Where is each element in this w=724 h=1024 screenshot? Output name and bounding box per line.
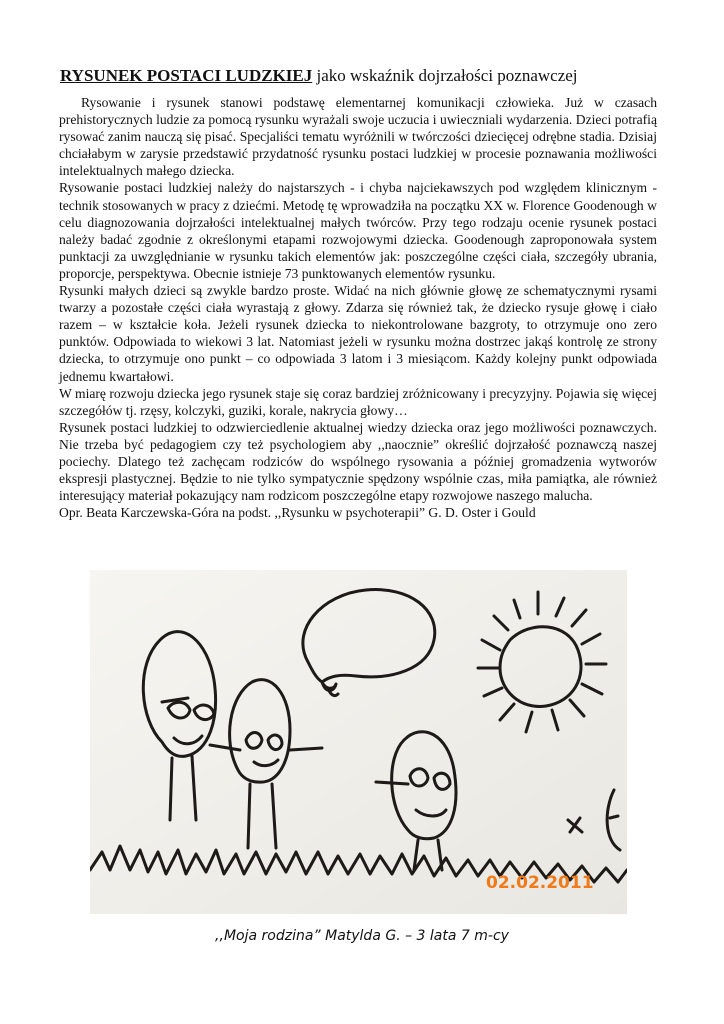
child-drawing-illustration bbox=[90, 570, 627, 914]
photo-caption: ,,Moja rodzina” Matylda G. – 3 lata 7 m-cy bbox=[215, 928, 509, 944]
document-heading bbox=[60, 66, 680, 86]
article-body bbox=[59, 94, 657, 521]
child-drawing-photo bbox=[90, 570, 627, 914]
paragraph-simple-drawings: Rysunki małych dzieci są zwykle bardzo proste. Widać na nich głównie głowę ze schematycznymi rysami twarzy a pozostałe części ciała wyrastają z głowy. Zdarza się również tak, że dziecko rysuje głowę i ciało razem – w kształcie koła. Jeżeli rysunek dziecka to niekontrolowane bazgroty, to otrzymuje ono zero punktów. Odpowiada to wiekowi 3 lat. Natomiast jeżeli w rysunku można dostrzec jakąś kontrolę ze strony dziecka, to otrzymuje ono punkt – co odpowiada 3 latom i 3 miesiącom. Każdy kolejny punkt odpowiada jednemu kwartałowi. bbox=[59, 283, 657, 384]
paragraph-attribution: Opr. Beata Karczewska-Góra na podst. ,,Rysunku w psychoterapii” G. D. Oster i Gould bbox=[59, 505, 536, 521]
heading-rest: jako wskaźnik dojrzałości poznawczej bbox=[312, 66, 578, 85]
paragraph-development: W miarę rozwoju dziecka jego rysunek staje się coraz bardziej zróżnicowany i precyzyjny. Pojawia się więcej szczegółów tj. rzęsy, kolczyki, guziki, korale, nakrycia głowy… bbox=[59, 385, 657, 418]
paragraph-goodenough: Rysowanie postaci ludzkiej należy do najstarszych - i chyba najciekawszych pod względem klinicznym - technik stosowanych w pracy z dziećmi. Metodę tę wprowadziła na początku XX w. Florence Goodenough w celu diagnozowania dojrzałości intelektualnej małych twórców. Przy tego rodzaju ocenie rysunek postaci należy badać zgodnie z określonymi etapami rozwojowymi dziecka. Goodenough zaproponowała system punktacji za uwzględnianie w rysunku takich elementów jak: poszczególne części ciała, szczegóły ubrania, proporcje, perspektywa. Obecnie istnieje 73 punktowanych elementów rysunku. bbox=[59, 180, 657, 281]
paragraph-conclusion: Rysunek postaci ludzkiej to odzwierciedlenie aktualnej wiedzy dziecka oraz jego możliwości poznawczych. Nie trzeba być pedagogiem czy też psychologiem aby ,,naocznie” określić dojrzałość poznawczą naszej pociechy. Dlatego też zachęcam rodziców do wspólnego rysowania a później gromadzenia wytworów ekspresji plastycznej. Będzie to nie tylko sympatycznie spędzony wspólnie czas, miła pamiątka, ale również interesujący materiał pokazujący nam rodzicom poszczególne etapy rozwojowe naszego malucha. bbox=[59, 419, 657, 504]
photo-date-stamp: 02.02.2011 bbox=[486, 873, 594, 893]
paragraph-intro: Rysowanie i rysunek stanowi podstawę elementarnej komunikacji człowieka. Już w czasach prehistorycznych ludzie za pomocą rysunku wyrażali swoje uczucia i uwieczniali wydarzenia. Dzieci potrafią rysować zanim nauczą się pisać. Specjaliści tematu wyróżnili w twórczości dziecięcej odrębne stadia. Dzisiaj chciałabym w zarysie przedstawić przydatność rysunku postaci ludzkiej w procesie poznawania możliwości intelektualnych małego dziecka. bbox=[59, 95, 657, 179]
heading-bold: RYSUNEK POSTACI LUDZKIEJ bbox=[60, 66, 313, 85]
